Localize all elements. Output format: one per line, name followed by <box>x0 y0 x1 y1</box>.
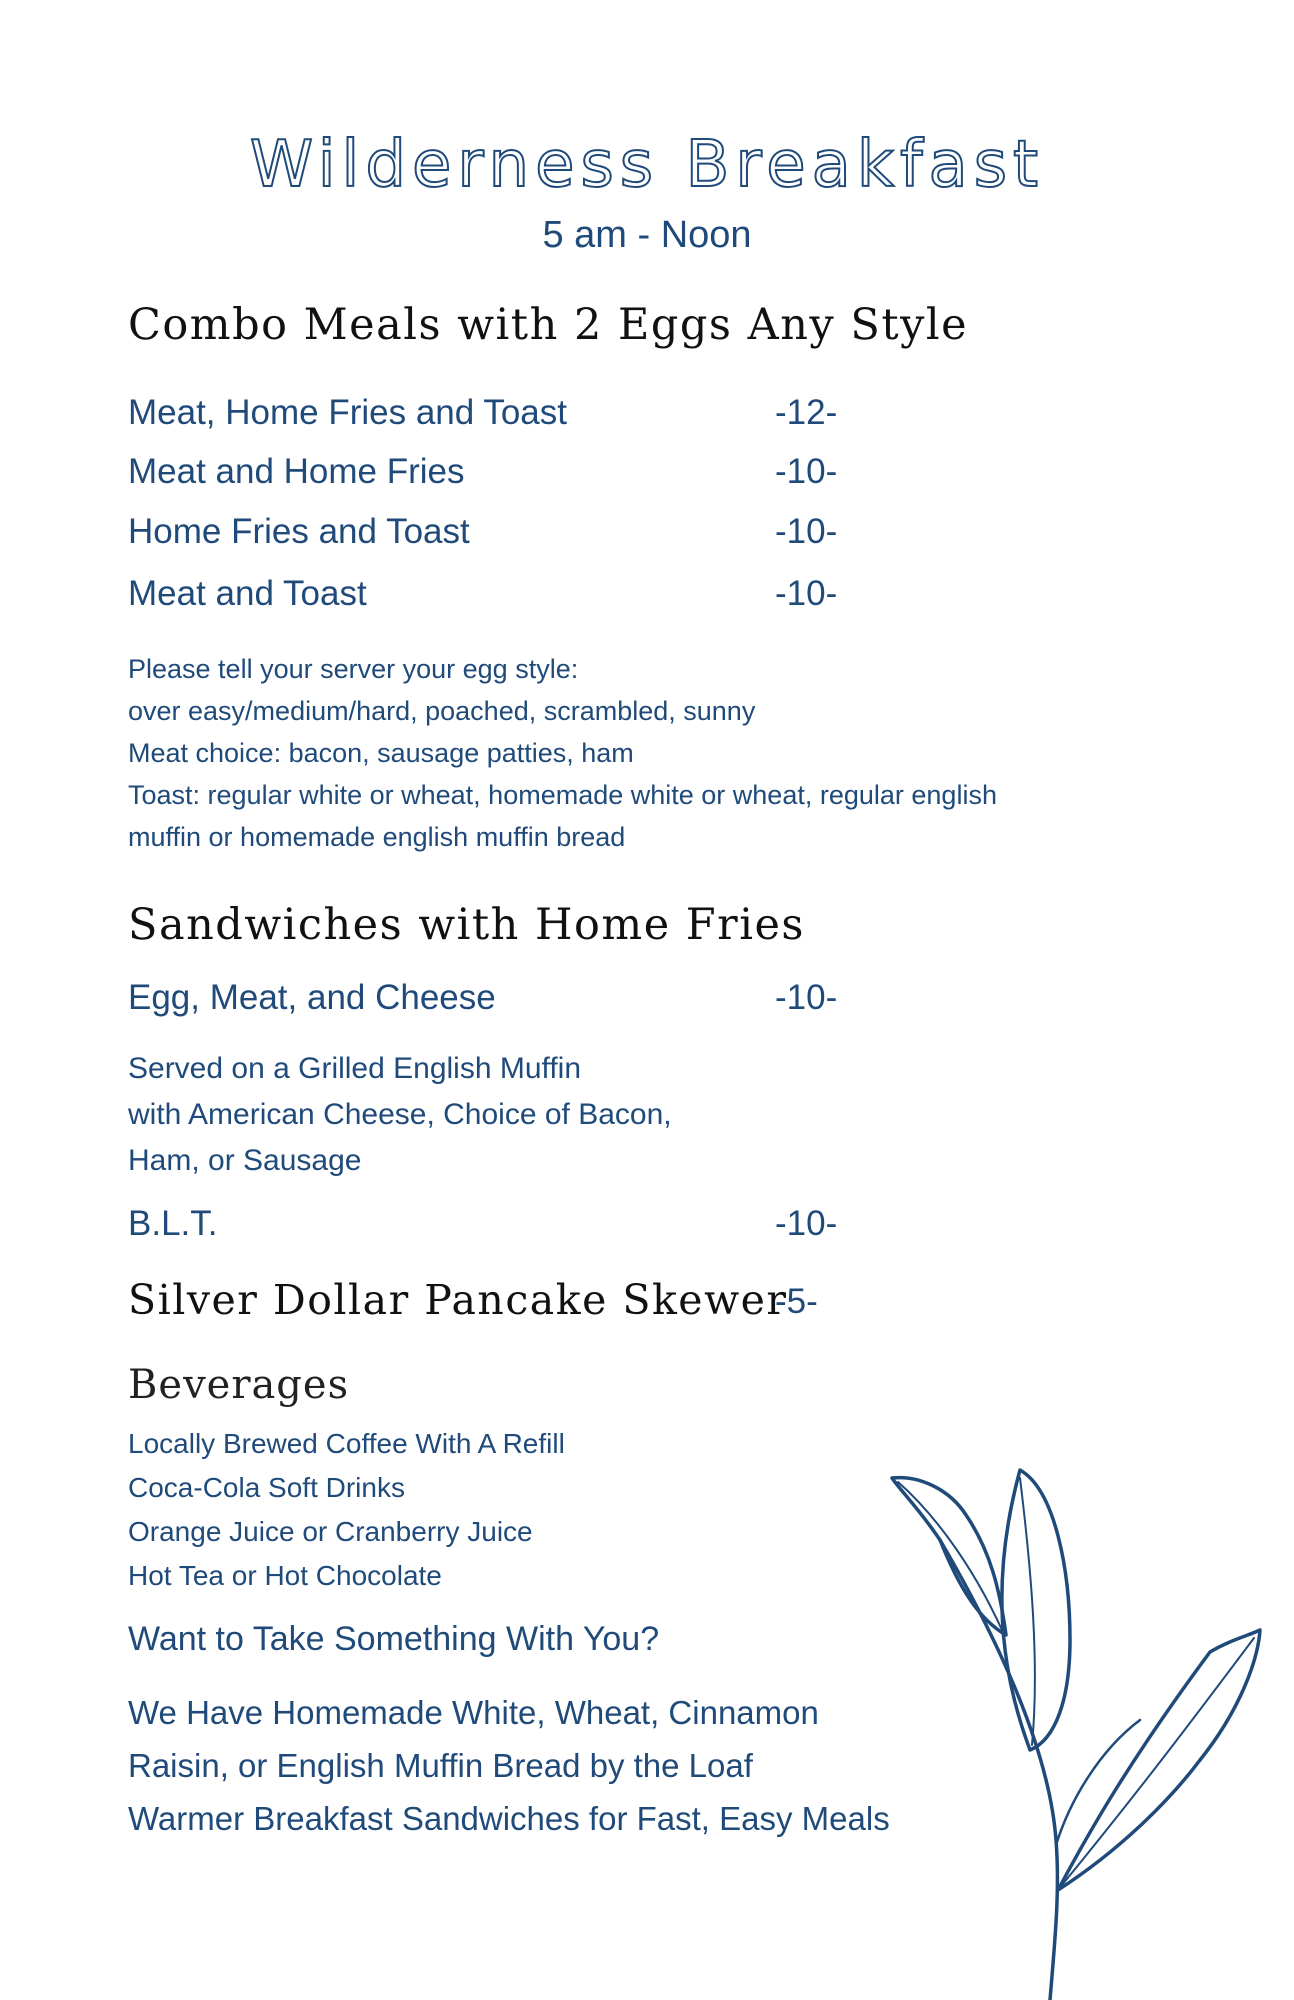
leaf-branch-icon <box>880 1420 1294 2000</box>
page-title: Wilderness Breakfast <box>249 128 1045 202</box>
beverages-list <box>128 1422 565 1598</box>
combo-item-name: Meat, Home Fries and Toast <box>128 393 567 432</box>
sandwich-description <box>128 1046 672 1184</box>
combo-heading: Combo Meals with 2 Eggs Any Style <box>128 300 969 350</box>
combo-note-line: muffin or homemade english muffin bread <box>128 822 626 852</box>
sandwiches-heading: Sandwiches with Home Fries <box>128 900 805 950</box>
takeaway-lines <box>128 1686 890 1845</box>
sandwich-item-price: -10- <box>775 978 838 1017</box>
beverage-item: Orange Juice or Cranberry Juice <box>128 1516 533 1547</box>
combo-item-price: -10- <box>775 574 838 613</box>
takeaway-line: We Have Homemade White, Wheat, Cinnamon <box>128 1694 819 1731</box>
hours-subtitle: 5 am - Noon <box>542 214 752 256</box>
takeaway-line: Warmer Breakfast Sandwiches for Fast, Easy Meals <box>128 1800 890 1837</box>
combo-note-line: over easy/medium/hard, poached, scrambled, sunny <box>128 696 756 726</box>
blt-item-name: B.L.T. <box>128 1204 218 1243</box>
combo-item-name: Home Fries and Toast <box>128 512 470 551</box>
combo-item-price: -10- <box>775 452 838 491</box>
combo-notes <box>128 648 997 858</box>
beverage-item: Coca-Cola Soft Drinks <box>128 1472 405 1503</box>
beverage-item: Hot Tea or Hot Chocolate <box>128 1560 442 1591</box>
combo-note-line: Meat choice: bacon, sausage patties, ham <box>128 738 634 768</box>
sandwich-item-name: Egg, Meat, and Cheese <box>128 978 496 1017</box>
pancake-item-price: -5- <box>775 1282 818 1321</box>
sandwich-desc-line: with American Cheese, Choice of Bacon, <box>128 1098 672 1131</box>
combo-note-line: Toast: regular white or wheat, homemade white or wheat, regular english <box>128 780 997 810</box>
combo-item-name: Meat and Home Fries <box>128 452 465 491</box>
beverage-item: Locally Brewed Coffee With A Refill <box>128 1428 565 1459</box>
combo-item-name: Meat and Toast <box>128 574 367 613</box>
combo-item-price: -10- <box>775 512 838 551</box>
combo-note-line: Please tell your server your egg style: <box>128 654 579 684</box>
blt-item-price: -10- <box>775 1204 838 1243</box>
beverages-heading: Beverages <box>128 1362 350 1408</box>
pancake-item-name: Silver Dollar Pancake Skewer <box>128 1276 788 1324</box>
takeaway-line: Raisin, or English Muffin Bread by the Loaf <box>128 1747 753 1784</box>
sandwich-desc-line: Served on a Grilled English Muffin <box>128 1052 582 1085</box>
takeaway-heading: Want to Take Something With You? <box>128 1620 660 1658</box>
combo-item-price: -12- <box>775 393 838 432</box>
sandwich-desc-line: Ham, or Sausage <box>128 1144 362 1177</box>
